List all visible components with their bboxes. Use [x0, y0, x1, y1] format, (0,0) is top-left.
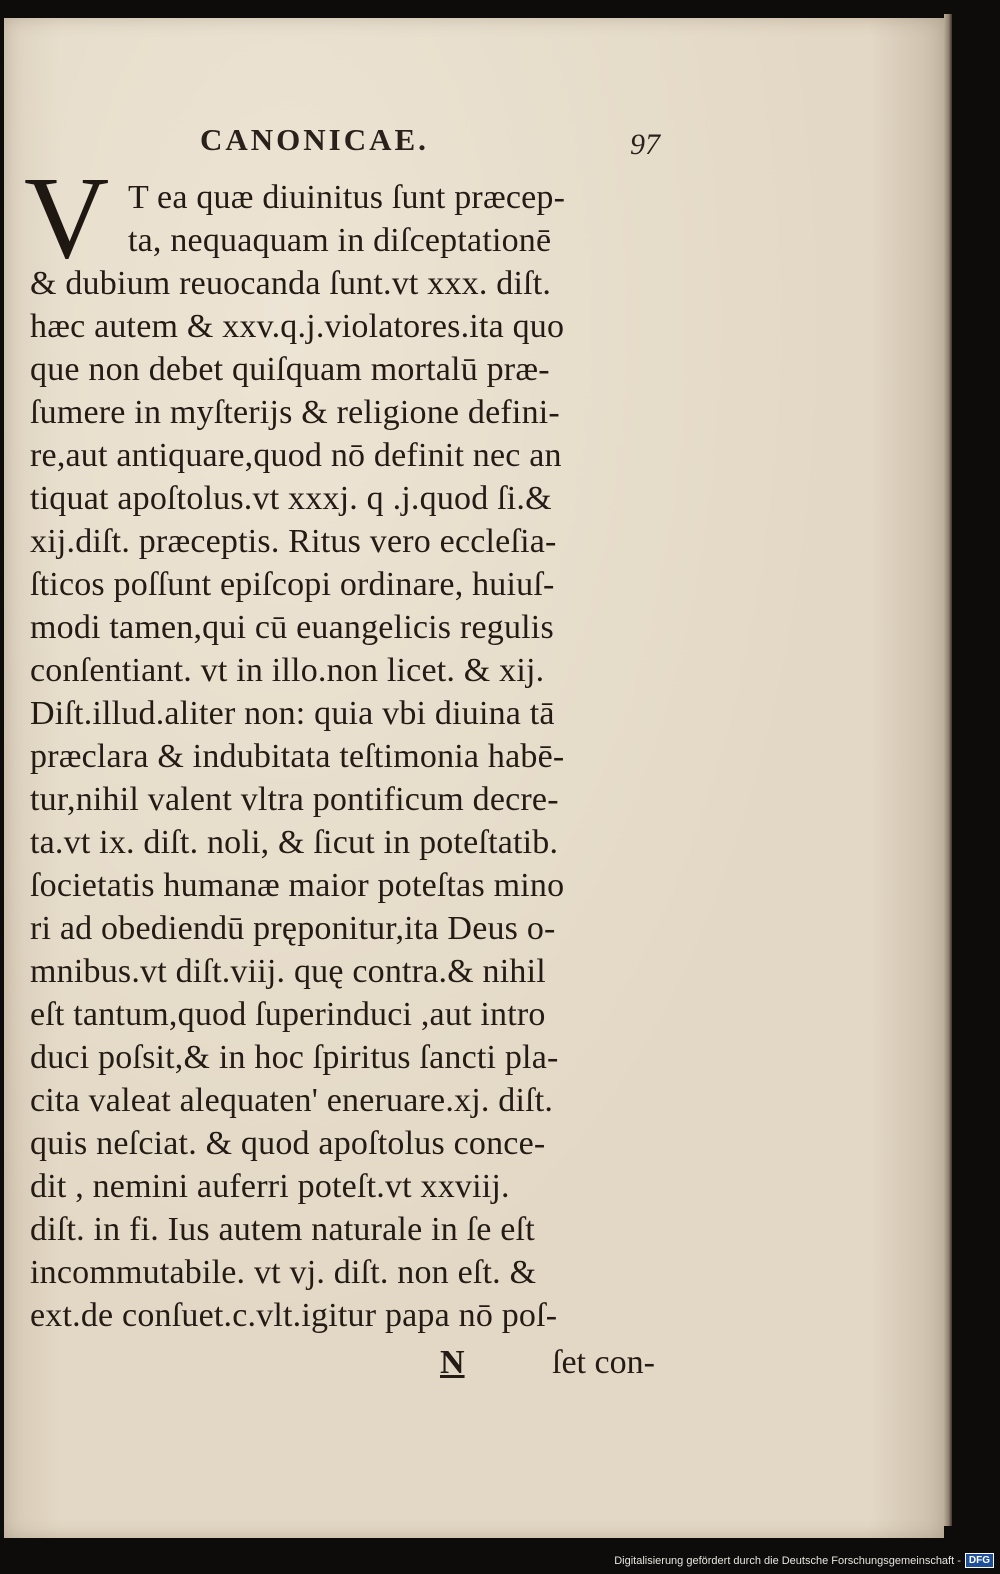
text-line: ta.vt ix. diſt. noli, & ſicut in poteſtatib. [30, 824, 559, 861]
text-line: diſt. in fi. Ius autem naturale in ſe eſt [30, 1211, 535, 1248]
text-line: ext.de conſuet.c.vlt.igitur papa nō poſ- [30, 1297, 558, 1334]
running-head: CANONICAE. [200, 122, 429, 157]
text-line: & dubium reuocanda ſunt.vt xxx. diſt. [30, 265, 552, 302]
body-text [30, 176, 680, 1337]
text-line: que non debet quiſquam mortalū præ- [30, 351, 550, 388]
text-line: dit , nemini auferri poteſt.vt xxviij. [30, 1168, 510, 1205]
catchword: ſet con- [552, 1344, 655, 1381]
dfg-logo: DFG [965, 1553, 994, 1568]
text-line: quis neſciat. & quod apoſtolus conce- [30, 1125, 546, 1162]
text-line: duci poſsit,& in hoc ſpiritus ſancti pla- [30, 1039, 559, 1076]
digitization-credit [614, 1553, 994, 1568]
text-line: mnibus.vt diſt.viij. quę contra.& nihil [30, 953, 546, 990]
page-fore-edge [944, 14, 952, 1526]
text-line: ta, nequaquam in diſceptationē [128, 222, 552, 259]
text-line: modi tamen,qui cū euangelicis regulis [30, 609, 554, 646]
text-line: ſumere in myſterijs & religione defini- [30, 394, 560, 431]
text-line: tiquat apoſtolus.vt xxxj. q .j.quod ſi.& [30, 480, 552, 517]
text-line: ri ad obediendū pręponitur,ita Deus o- [30, 910, 556, 947]
text-line: incommutabile. vt vj. diſt. non eſt. & [30, 1254, 537, 1291]
text-line: præclara & indubitata teſtimonia habē- [30, 738, 565, 775]
text-line: conſentiant. vt in illo.non licet. & xij. [30, 652, 545, 689]
text-line: hæc autem & xxv.q.j.violatores.ita quo [30, 308, 565, 345]
text-line: xij.diſt. præceptis. Ritus vero eccleſia- [30, 523, 557, 560]
credit-text: Digitalisierung gefördert durch die Deutsche Forschungsgemeinschaft - [614, 1554, 961, 1567]
text-line: ſticos poſſunt epiſcopi ordinare, huiuſ- [30, 566, 555, 603]
drop-cap-initial: V [24, 152, 110, 283]
text-line: T ea quæ diuinitus ſunt præcep- [128, 179, 566, 216]
page-number: 97 [630, 128, 660, 161]
text-line: Diſt.illud.aliter non: quia vbi diuina tā [30, 695, 555, 732]
book-page [4, 18, 944, 1538]
text-line: cita valeat alequaten' eneruare.xj. diſt. [30, 1082, 554, 1119]
text-line: re,aut antiquare,quod nō definit nec an [30, 437, 562, 474]
text-line: eſt tantum,quod ſuperinduci ,aut intro [30, 996, 546, 1033]
text-line: ſocietatis humanæ maior poteſtas mino [30, 867, 565, 904]
signature-mark: N [440, 1344, 465, 1381]
text-line: tur,nihil valent vltra pontificum decre- [30, 781, 559, 818]
